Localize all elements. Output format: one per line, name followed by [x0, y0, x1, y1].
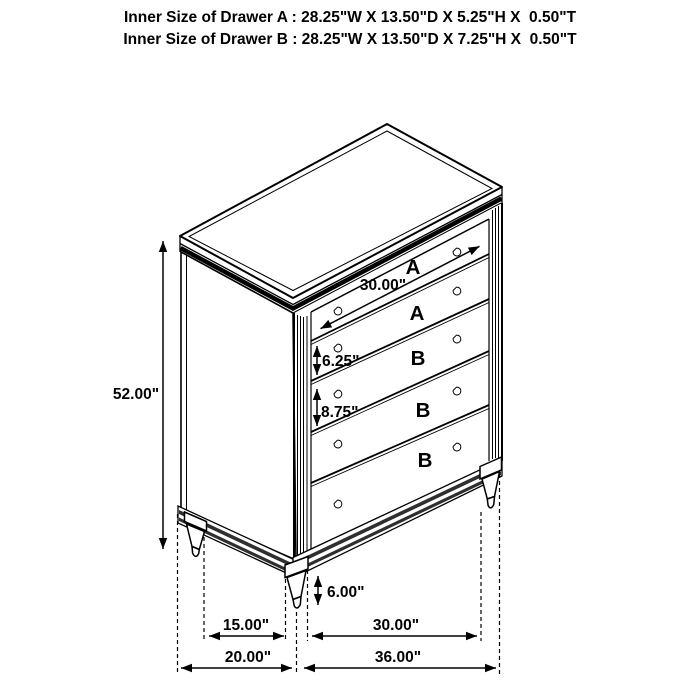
leg-right	[480, 457, 502, 508]
knob-icon	[453, 248, 461, 256]
drawer-b-front-label: 8.75"	[321, 404, 359, 421]
drawer-label-a1: A	[405, 256, 421, 279]
knob-icon	[453, 443, 461, 451]
dimension-overall-depth	[181, 649, 292, 668]
chest-front-right-post	[489, 203, 502, 461]
knob-icon	[334, 500, 342, 508]
inner-size-drawer-a: Inner Size of Drawer A : 28.25"W X 13.50"D X 5.25"H X 0.50"T	[123, 9, 577, 26]
knob-icon	[334, 307, 342, 315]
knob-icon	[453, 287, 461, 295]
side-leg-span-label: 15.00"	[222, 617, 270, 634]
knob-icon	[334, 390, 342, 398]
knob-icon	[334, 440, 342, 448]
knob-icon	[453, 335, 461, 343]
leg-front	[285, 557, 308, 609]
knob-icon	[334, 344, 342, 352]
drawer-label-b3: B	[417, 449, 433, 472]
dimension-overall-width	[304, 649, 496, 668]
chest-front-left-post	[294, 312, 311, 561]
drawer-label-b2: B	[415, 399, 431, 422]
drawer-a-front-label: 6.25"	[322, 353, 360, 370]
drawer-width-label: 30.00"	[359, 277, 407, 294]
knob-icon	[453, 387, 461, 395]
inner-size-drawer-b: Inner Size of Drawer B : 28.25"W X 13.50"D X 7.25"H X 0.50"T	[123, 31, 577, 48]
overall-width-label: 36.00"	[374, 649, 422, 666]
chest-left-side-panel	[181, 252, 296, 560]
overall-height-label: 52.00"	[112, 386, 160, 403]
dimension-side-leg-span	[209, 617, 284, 636]
leg-height-label: 6.00"	[327, 584, 365, 601]
drawer-label-a2: A	[409, 302, 425, 325]
drawer-label-b1: B	[410, 347, 426, 370]
overall-depth-label: 20.00"	[224, 649, 272, 666]
front-leg-span-label: 30.00"	[372, 617, 420, 634]
dimension-overall-height	[113, 241, 163, 549]
dimension-front-leg-span	[312, 617, 477, 636]
dimension-leg-height	[318, 576, 365, 605]
